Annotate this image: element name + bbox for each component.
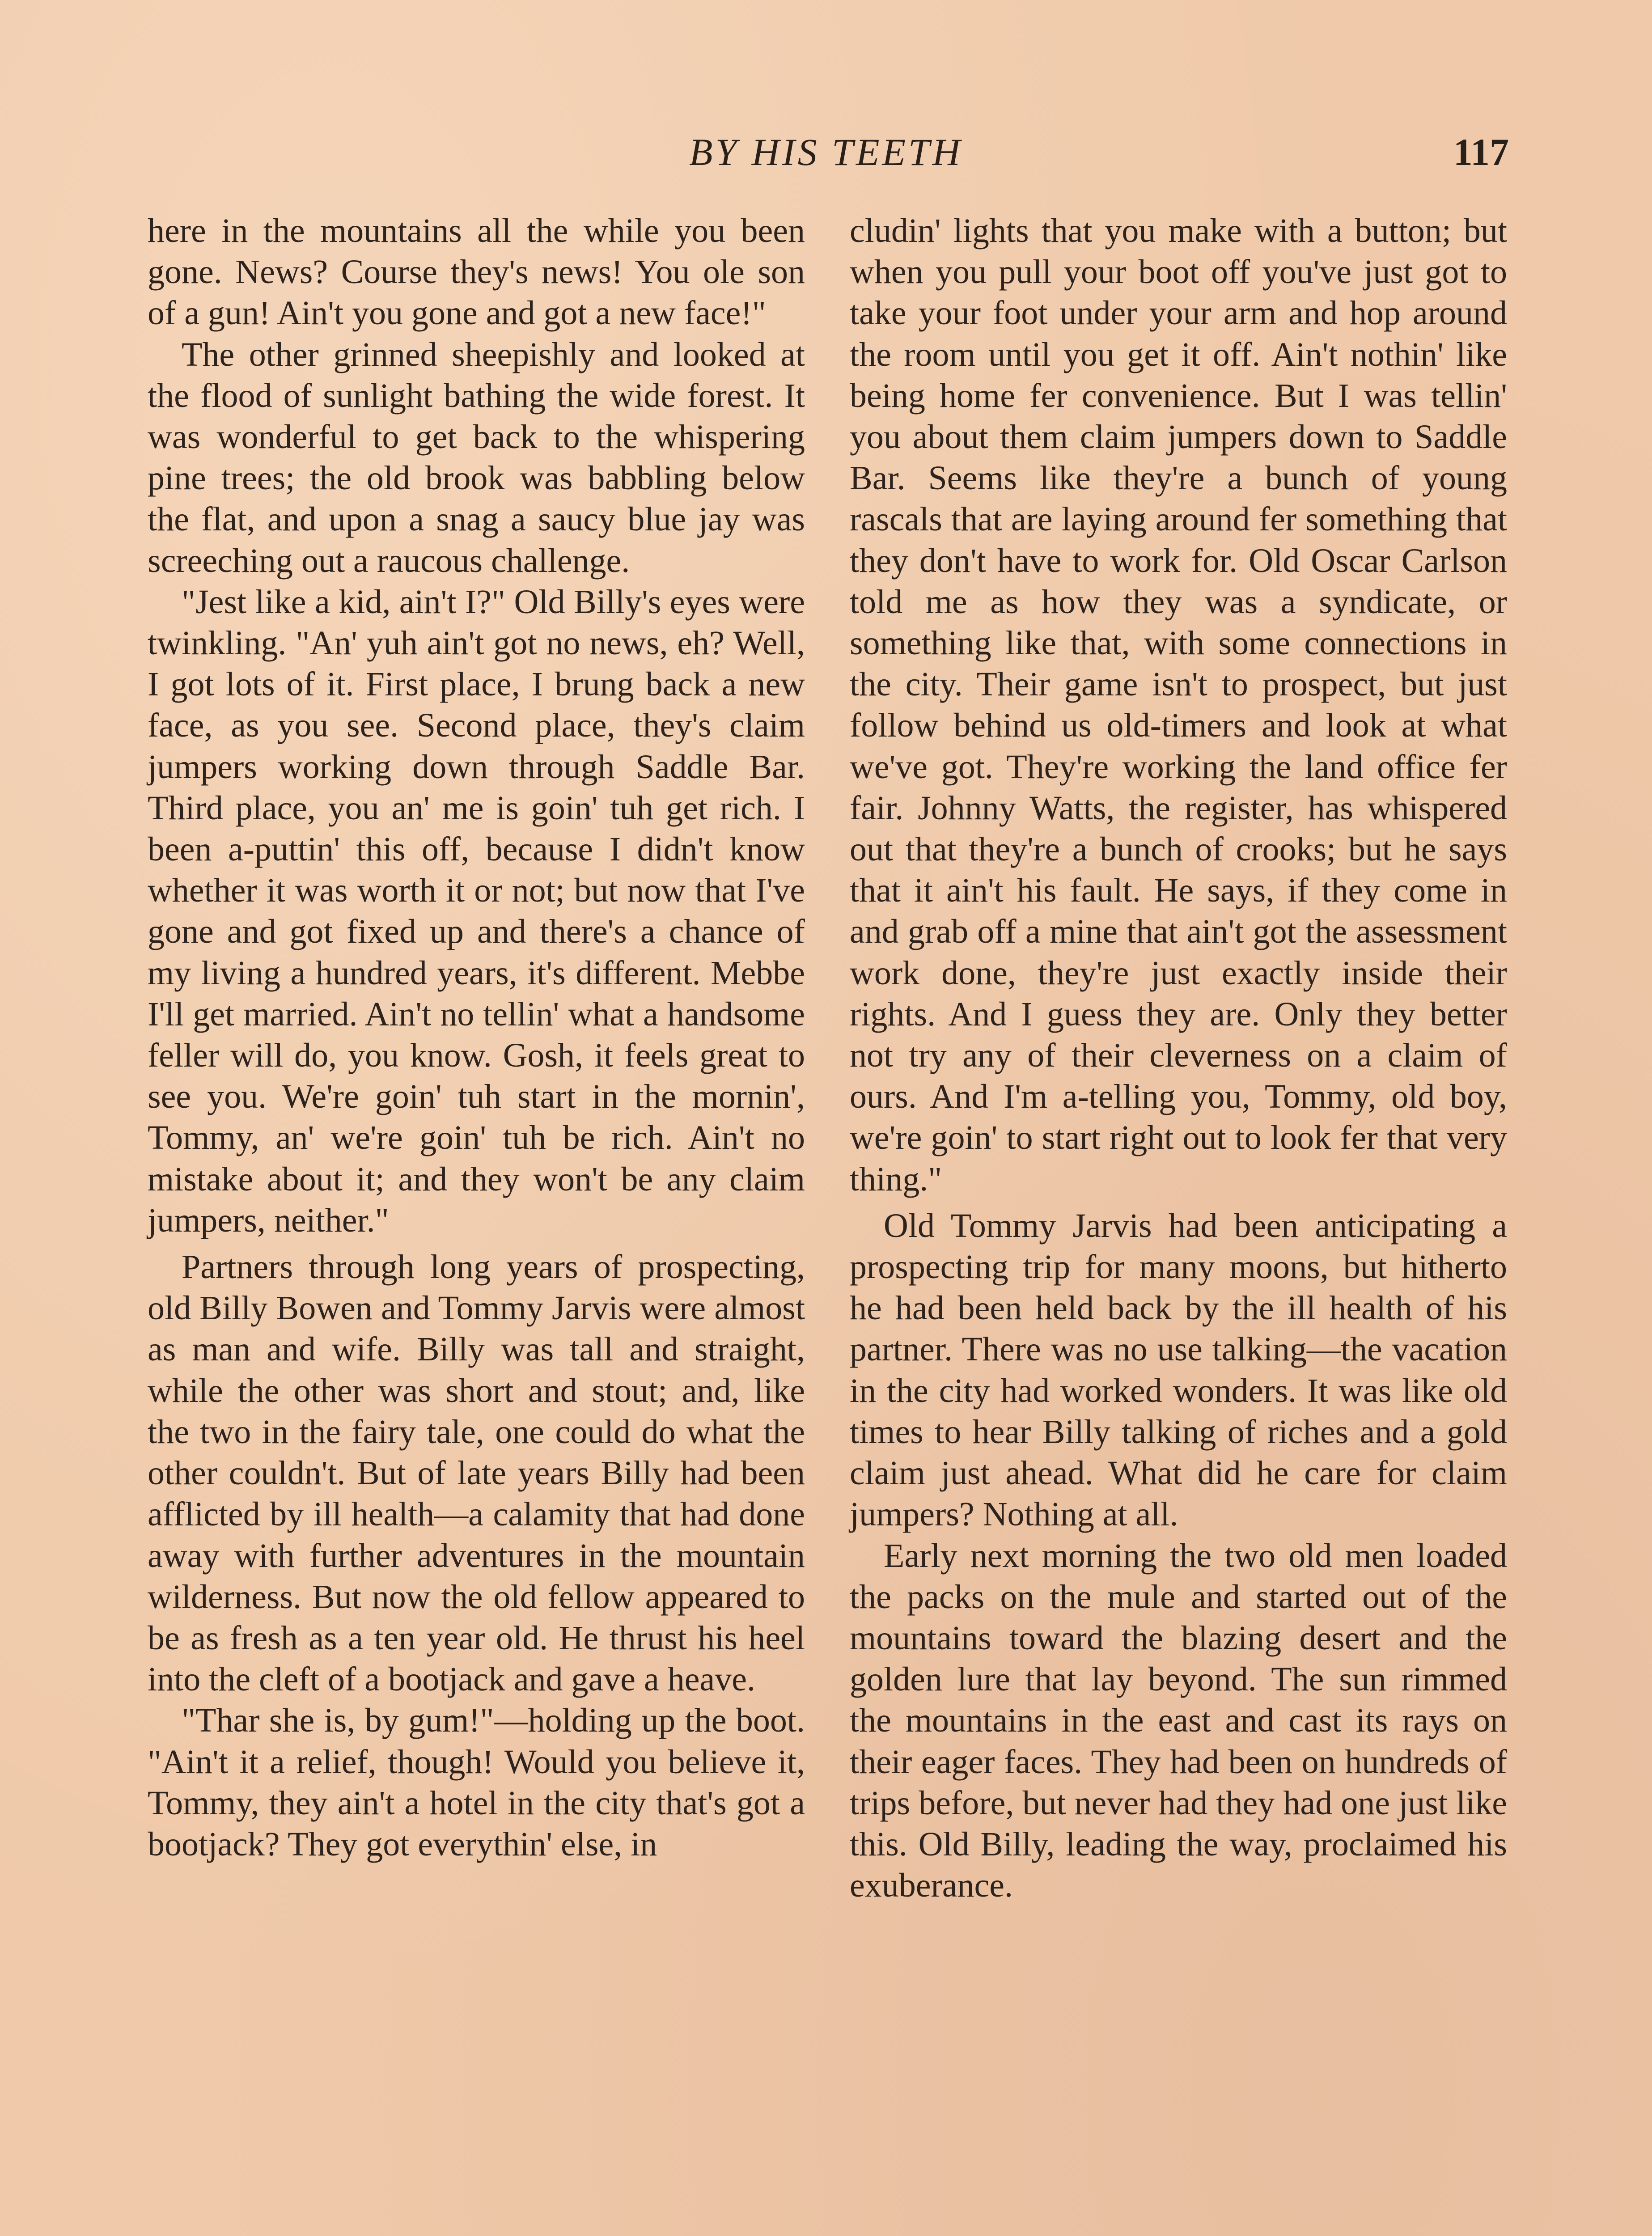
page-number: 117 xyxy=(1453,131,1509,174)
paragraph: cludin' lights that you make with a button; but when you pull your boot off you've just got to take your foot under your arm and hop around the room until you get it off. Ain't nothin' like being home fer convenience. But I was tellin' you about them claim jumpers down to Saddle Bar. Seems like they're a bunch of young rascals that are laying around fer something that they don't have to work for. Old Oscar Carlson told me as how they was a syndicate, or something like that, with some connections in the city. Their game isn't to prospect, but just follow behind us old-timers and look at what we've got. They're working the land office fer fair. Johnny Watts, the register, has whispered out that they're a bunch of crooks; but he says that it ain't his fault. He says, if they come in and grab off a mine that ain't got the assessment work done, they're just exactly inside their rights. And I guess they are. Only they better not try any of their cleverness on a claim of ours. And I'm a-telling you, Tommy, old boy, we're goin' to start right out to look fer that very thing." xyxy=(850,212,1507,1198)
paragraph: "Thar she is, by gum!"—holding up the boot. "Ain't it a relief, though! Would you believe it, Tommy, they ain't a hotel in the city that's got a bootjack? They got everythin' else, in xyxy=(148,1702,805,1863)
paragraph: Old Tommy Jarvis had been anticipating a prospecting trip for many moons, but hitherto he had been held back by the ill health of his partner. There was no use talking—the vacation in the city had worked wonders. It was like old times to hear Billy talking of riches and a gold claim just ahead. What did he care for claim jumpers? Nothing at all. xyxy=(850,1207,1507,1533)
running-title: BY HIS TEETH xyxy=(689,131,963,174)
paragraph: Early next morning the two old men loaded the packs on the mule and started out of the mountains toward the blazing desert and the golden lure that lay beyond. The sun rimmed the mountains in the east and cast its rays on their eager faces. They had been on hundreds of trips before, but never had they had one just like this. Old Billy, leading the way, proclaimed his exuberance. xyxy=(850,1537,1507,1905)
paragraph: Partners through long years of prospecting, old Billy Bowen and Tommy Jarvis were almost as man and wife. Billy was tall and straight, while the other was short and stout; and, like the two in the fairy tale, one could do what the other couldn't. But of late years Billy had been afflicted by ill health—a calamity that had done away with further adventures in the mountain wilderness. But now the old fellow appeared to be as fresh as a ten year old. He thrust his heel into the cleft of a bootjack and gave a heave. xyxy=(148,1248,805,1698)
text-column-right xyxy=(850,210,1507,1906)
paragraph: The other grinned sheepishly and looked at the flood of sunlight bathing the wide forest. It was wonderful to get back to the whispering pine trees; the old brook was babbling below the flat, and upon a snag a saucy blue jay was screeching out a raucous challenge. xyxy=(148,335,805,580)
text-column-left xyxy=(148,210,805,1865)
paragraph: here in the mountains all the while you been gone. News? Course they's news! You ole son of a gun! Ain't you gone and got a new face!" xyxy=(148,212,805,332)
paragraph: "Jest like a kid, ain't I?" Old Billy's eyes were twinkling. "An' yuh ain't got no news, eh? Well, I got lots of it. First place, I brung back a new face, as you see. Second place, they's claim jumpers working down through Saddle Bar. Third place, you an' me is goin' tuh get rich. I been a-puttin' this off, because I didn't know whether it was worth it or not; but now that I've gone and got fixed up and there's a chance of my living a hundred years, it's different. Mebbe I'll get married. Ain't no tellin' what a handsome feller will do, you know. Gosh, it feels great to see you. We're goin' tuh start in the mornin', Tommy, an' we're goin' tuh be rich. Ain't no mistake about it; and they won't be any claim jumpers, neither." xyxy=(148,583,805,1239)
